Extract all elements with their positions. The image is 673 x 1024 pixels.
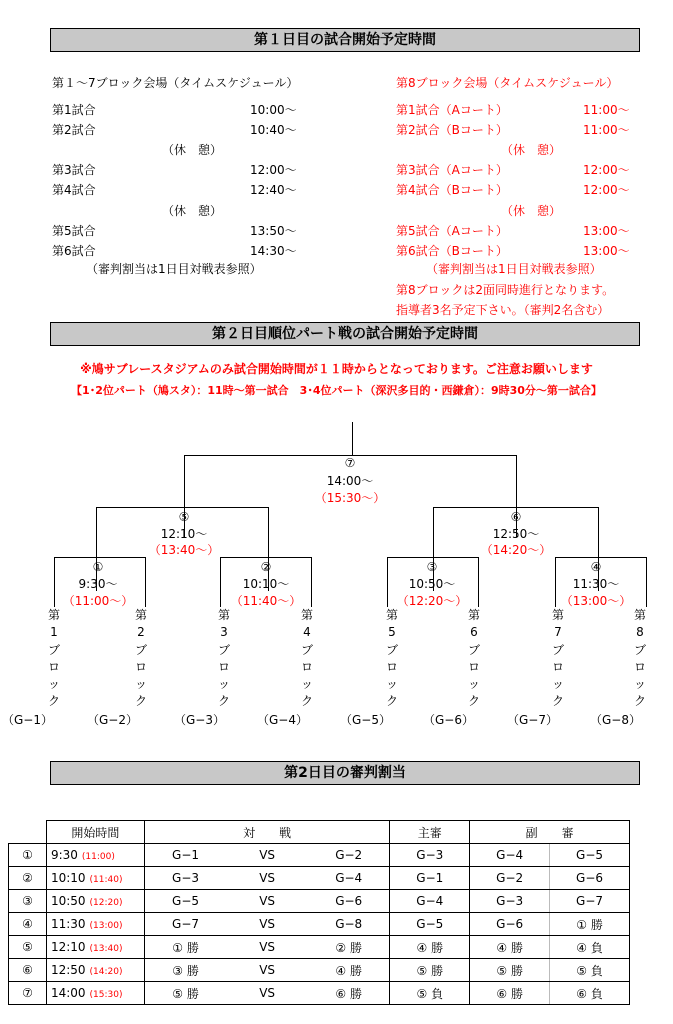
sub-referee-2: G−5 xyxy=(550,844,630,867)
team-b: G−2 xyxy=(308,844,390,867)
sub-referee-2: ⑥ 負 xyxy=(550,982,630,1005)
group-1-label: （G−1） xyxy=(2,713,53,727)
group-4-label: （G−4） xyxy=(257,713,308,727)
left-break: （休 憩） xyxy=(162,203,223,218)
sub-referee-1: ④ 勝 xyxy=(470,936,550,959)
match-4-time: 11:30〜 xyxy=(572,577,620,591)
vs-label: VS xyxy=(226,936,308,959)
right-game-time: 12:00〜 xyxy=(583,163,630,178)
block-8-label: 第 8 ブ ロ ッ ク xyxy=(633,608,646,709)
right-game-time: 13:00〜 xyxy=(583,243,630,258)
col-main-referee: 主審 xyxy=(390,821,470,844)
col-start-time: 開始時間 xyxy=(46,821,144,844)
group-6-label: （G−6） xyxy=(423,713,474,727)
team-a: ① 勝 xyxy=(144,936,226,959)
row-number: ① xyxy=(9,844,47,867)
day2-header: 第２日目順位パート戦の試合開始予定時間 xyxy=(50,322,640,346)
block-2-label: 第 2 ブ ロ ッ ク xyxy=(134,608,147,709)
block-4-label: 第 4 ブ ロ ッ ク xyxy=(300,608,313,709)
right-venue-title: 第8ブロック会場（タイムスケジュール） xyxy=(396,76,619,90)
left-break: （休 憩） xyxy=(162,143,223,158)
day1-header: 第１日目の試合開始予定時間 xyxy=(50,28,640,52)
main-referee: ⑤ 負 xyxy=(390,982,470,1005)
left-game-name: 第1試合 xyxy=(52,103,96,117)
semi-2-time: 12:50〜 xyxy=(492,527,540,541)
bracket-line xyxy=(387,557,479,558)
alt-start-time: (13:40) xyxy=(89,944,123,954)
left-game-time: 10:40〜 xyxy=(250,123,297,138)
main-referee: G−3 xyxy=(390,844,470,867)
right-game-name: 第1試合（Aコート） xyxy=(396,103,508,117)
bracket-line xyxy=(96,507,269,508)
alt-start-time: (14:20) xyxy=(89,967,123,977)
team-b: G−8 xyxy=(308,913,390,936)
match-3-time: 10:50〜 xyxy=(408,577,456,591)
left-game-name: 第2試合 xyxy=(52,123,96,138)
start-time: 10:50 xyxy=(50,894,86,908)
sub-referee-1: ⑥ 勝 xyxy=(470,982,550,1005)
row-start-time xyxy=(46,936,144,959)
group-7-label: （G−7） xyxy=(507,713,558,727)
referee-row xyxy=(9,936,630,959)
main-referee: ④ 勝 xyxy=(390,936,470,959)
left-venue-title: 第１〜7ブロック会場（タイムスケジュール） xyxy=(52,76,299,90)
bracket-line xyxy=(516,455,517,537)
vs-label: VS xyxy=(226,844,308,867)
referee-row xyxy=(9,959,630,982)
bracket-line xyxy=(646,557,647,607)
group-2-label: （G−2） xyxy=(87,713,138,727)
left-note: （審判割当は1日目対戦表参照） xyxy=(86,262,262,276)
team-b: G−6 xyxy=(308,890,390,913)
sub-referee-1: G−6 xyxy=(470,913,550,936)
team-b: G−4 xyxy=(308,867,390,890)
team-b: ② 勝 xyxy=(308,936,390,959)
row-start-time xyxy=(46,890,144,913)
alt-start-time: (13:00) xyxy=(89,921,123,931)
team-a: G−1 xyxy=(144,844,226,867)
right-break: （休 憩） xyxy=(501,203,562,218)
match-4-alt-time: （13:00〜） xyxy=(560,594,632,608)
sub-referee-2: G−6 xyxy=(550,867,630,890)
match-4-number: ④ xyxy=(590,560,602,574)
alt-start-time: (11:40) xyxy=(89,875,123,885)
right-break: （休 憩） xyxy=(501,143,562,158)
start-time: 12:10 xyxy=(50,940,86,954)
match-1-time: 9:30〜 xyxy=(78,577,118,591)
referee-row xyxy=(9,982,630,1005)
final-time: 14:00〜 xyxy=(326,474,374,488)
right-extra-2: 指導者3名予定下さい。（審判2名含む） xyxy=(396,303,610,317)
referee-row xyxy=(9,913,630,936)
team-a: G−3 xyxy=(144,867,226,890)
vs-label: VS xyxy=(226,982,308,1005)
referee-row xyxy=(9,844,630,867)
row-number: ③ xyxy=(9,890,47,913)
bracket-line xyxy=(352,422,353,456)
left-game-name: 第5試合 xyxy=(52,223,96,238)
match-2-number: ② xyxy=(260,560,272,574)
row-start-time xyxy=(46,959,144,982)
left-game-name: 第6試合 xyxy=(52,243,96,258)
right-game-time: 11:00〜 xyxy=(583,103,630,117)
semi-1-alt-time: （13:40〜） xyxy=(148,543,220,557)
match-1-number: ① xyxy=(92,560,104,574)
right-game-name: 第5試合（Aコート） xyxy=(396,223,508,238)
bracket-line xyxy=(433,507,599,508)
match-3-alt-time: （12:20〜） xyxy=(396,594,468,608)
alt-start-time: (15:30) xyxy=(89,990,123,1000)
block-5-label: 第 5 ブ ロ ッ ク xyxy=(385,608,398,709)
referee-table xyxy=(8,820,630,1005)
group-5-label: （G−5） xyxy=(340,713,391,727)
block-7-label: 第 7 ブ ロ ッ ク xyxy=(551,608,564,709)
sub-referee-2: ④ 負 xyxy=(550,936,630,959)
referee-header: 第2日目の審判割当 xyxy=(50,761,640,785)
right-note: （審判割当は1日目対戦表参照） xyxy=(426,262,602,276)
sub-referee-1: G−3 xyxy=(470,890,550,913)
sub-referee-1: ⑤ 勝 xyxy=(470,959,550,982)
sub-referee-1: G−4 xyxy=(470,844,550,867)
row-start-time xyxy=(46,867,144,890)
row-start-time xyxy=(46,913,144,936)
block-6-label: 第 6 ブ ロ ッ ク xyxy=(467,608,480,709)
team-a: ③ 勝 xyxy=(144,959,226,982)
vs-label: VS xyxy=(226,913,308,936)
start-time: 14:00 xyxy=(50,986,86,1000)
right-game-name: 第6試合（Bコート） xyxy=(396,243,508,258)
sub-referee-2: ① 勝 xyxy=(550,913,630,936)
start-time: 9:30 xyxy=(50,848,78,862)
semi-1-time: 12:10〜 xyxy=(160,527,208,541)
match-1-alt-time: （11:00〜） xyxy=(62,594,134,608)
row-start-time xyxy=(46,844,144,867)
left-game-time: 10:00〜 xyxy=(250,103,297,117)
col-sub-referee: 副 審 xyxy=(470,821,630,844)
vs-label: VS xyxy=(226,890,308,913)
block-1-label: 第 1 ブ ロ ッ ク xyxy=(47,608,60,709)
vs-label: VS xyxy=(226,959,308,982)
match-3-number: ③ xyxy=(426,560,438,574)
row-start-time xyxy=(46,982,144,1005)
team-b: ⑥ 勝 xyxy=(308,982,390,1005)
team-a: ⑤ 勝 xyxy=(144,982,226,1005)
match-2-time: 10:10〜 xyxy=(242,577,290,591)
right-game-time: 12:00〜 xyxy=(583,183,630,198)
left-game-time: 14:30〜 xyxy=(250,243,297,258)
final-number: ⑦ xyxy=(344,456,356,470)
left-game-name: 第4試合 xyxy=(52,183,96,198)
main-referee: G−4 xyxy=(390,890,470,913)
notice-1: ※鳩サブレースタジアムのみ試合開始時間が１１時からとなっております。ご注意お願いします xyxy=(80,362,593,376)
group-3-label: （G−3） xyxy=(174,713,225,727)
alt-start-time: (12:20) xyxy=(89,898,123,908)
bracket-line xyxy=(555,557,647,558)
referee-header-row xyxy=(9,821,630,844)
main-referee: G−5 xyxy=(390,913,470,936)
team-b: ④ 勝 xyxy=(308,959,390,982)
left-game-time: 12:40〜 xyxy=(250,183,297,198)
semi-1-number: ⑤ xyxy=(178,510,190,524)
bracket-line xyxy=(220,557,312,558)
match-2-alt-time: （11:40〜） xyxy=(230,594,302,608)
left-game-time: 12:00〜 xyxy=(250,163,297,178)
sub-referee-1: G−2 xyxy=(470,867,550,890)
referee-row xyxy=(9,867,630,890)
row-number: ④ xyxy=(9,913,47,936)
main-referee: G−1 xyxy=(390,867,470,890)
final-alt-time: （15:30〜） xyxy=(314,491,386,505)
block-3-label: 第 3 ブ ロ ッ ク xyxy=(217,608,230,709)
team-a: G−7 xyxy=(144,913,226,936)
bracket-line xyxy=(54,557,146,558)
referee-row xyxy=(9,890,630,913)
start-time: 10:10 xyxy=(50,871,86,885)
right-game-name: 第4試合（Bコート） xyxy=(396,183,508,198)
right-game-name: 第3試合（Aコート） xyxy=(396,163,508,178)
start-time: 12:50 xyxy=(50,963,86,977)
semi-2-number: ⑥ xyxy=(510,510,522,524)
referee-body xyxy=(9,844,630,1005)
right-game-name: 第2試合（Bコート） xyxy=(396,123,508,138)
bracket-line xyxy=(184,455,185,537)
alt-start-time: (11:00) xyxy=(81,852,115,862)
sub-referee-2: ⑤ 負 xyxy=(550,959,630,982)
vs-label: VS xyxy=(226,867,308,890)
right-game-time: 13:00〜 xyxy=(583,223,630,238)
col-match: 対 戦 xyxy=(144,821,390,844)
left-game-time: 13:50〜 xyxy=(250,223,297,238)
row-number: ⑤ xyxy=(9,936,47,959)
row-number: ⑦ xyxy=(9,982,47,1005)
semi-2-alt-time: （14:20〜） xyxy=(480,543,552,557)
start-time: 11:30 xyxy=(50,917,86,931)
team-a: G−5 xyxy=(144,890,226,913)
row-number: ② xyxy=(9,867,47,890)
main-referee: ⑤ 勝 xyxy=(390,959,470,982)
sub-referee-2: G−7 xyxy=(550,890,630,913)
left-game-name: 第3試合 xyxy=(52,163,96,178)
right-extra-1: 第8ブロックは2面同時進行となります。 xyxy=(396,283,615,297)
group-8-label: （G−8） xyxy=(590,713,641,727)
row-number: ⑥ xyxy=(9,959,47,982)
notice-2: 【1･2位パート（鳩スタ）：11時〜第一試合 3･4位パート（深沢多目的・西鎌倉）：9時30分〜第一試合】 xyxy=(71,384,602,397)
right-game-time: 11:00〜 xyxy=(583,123,630,138)
